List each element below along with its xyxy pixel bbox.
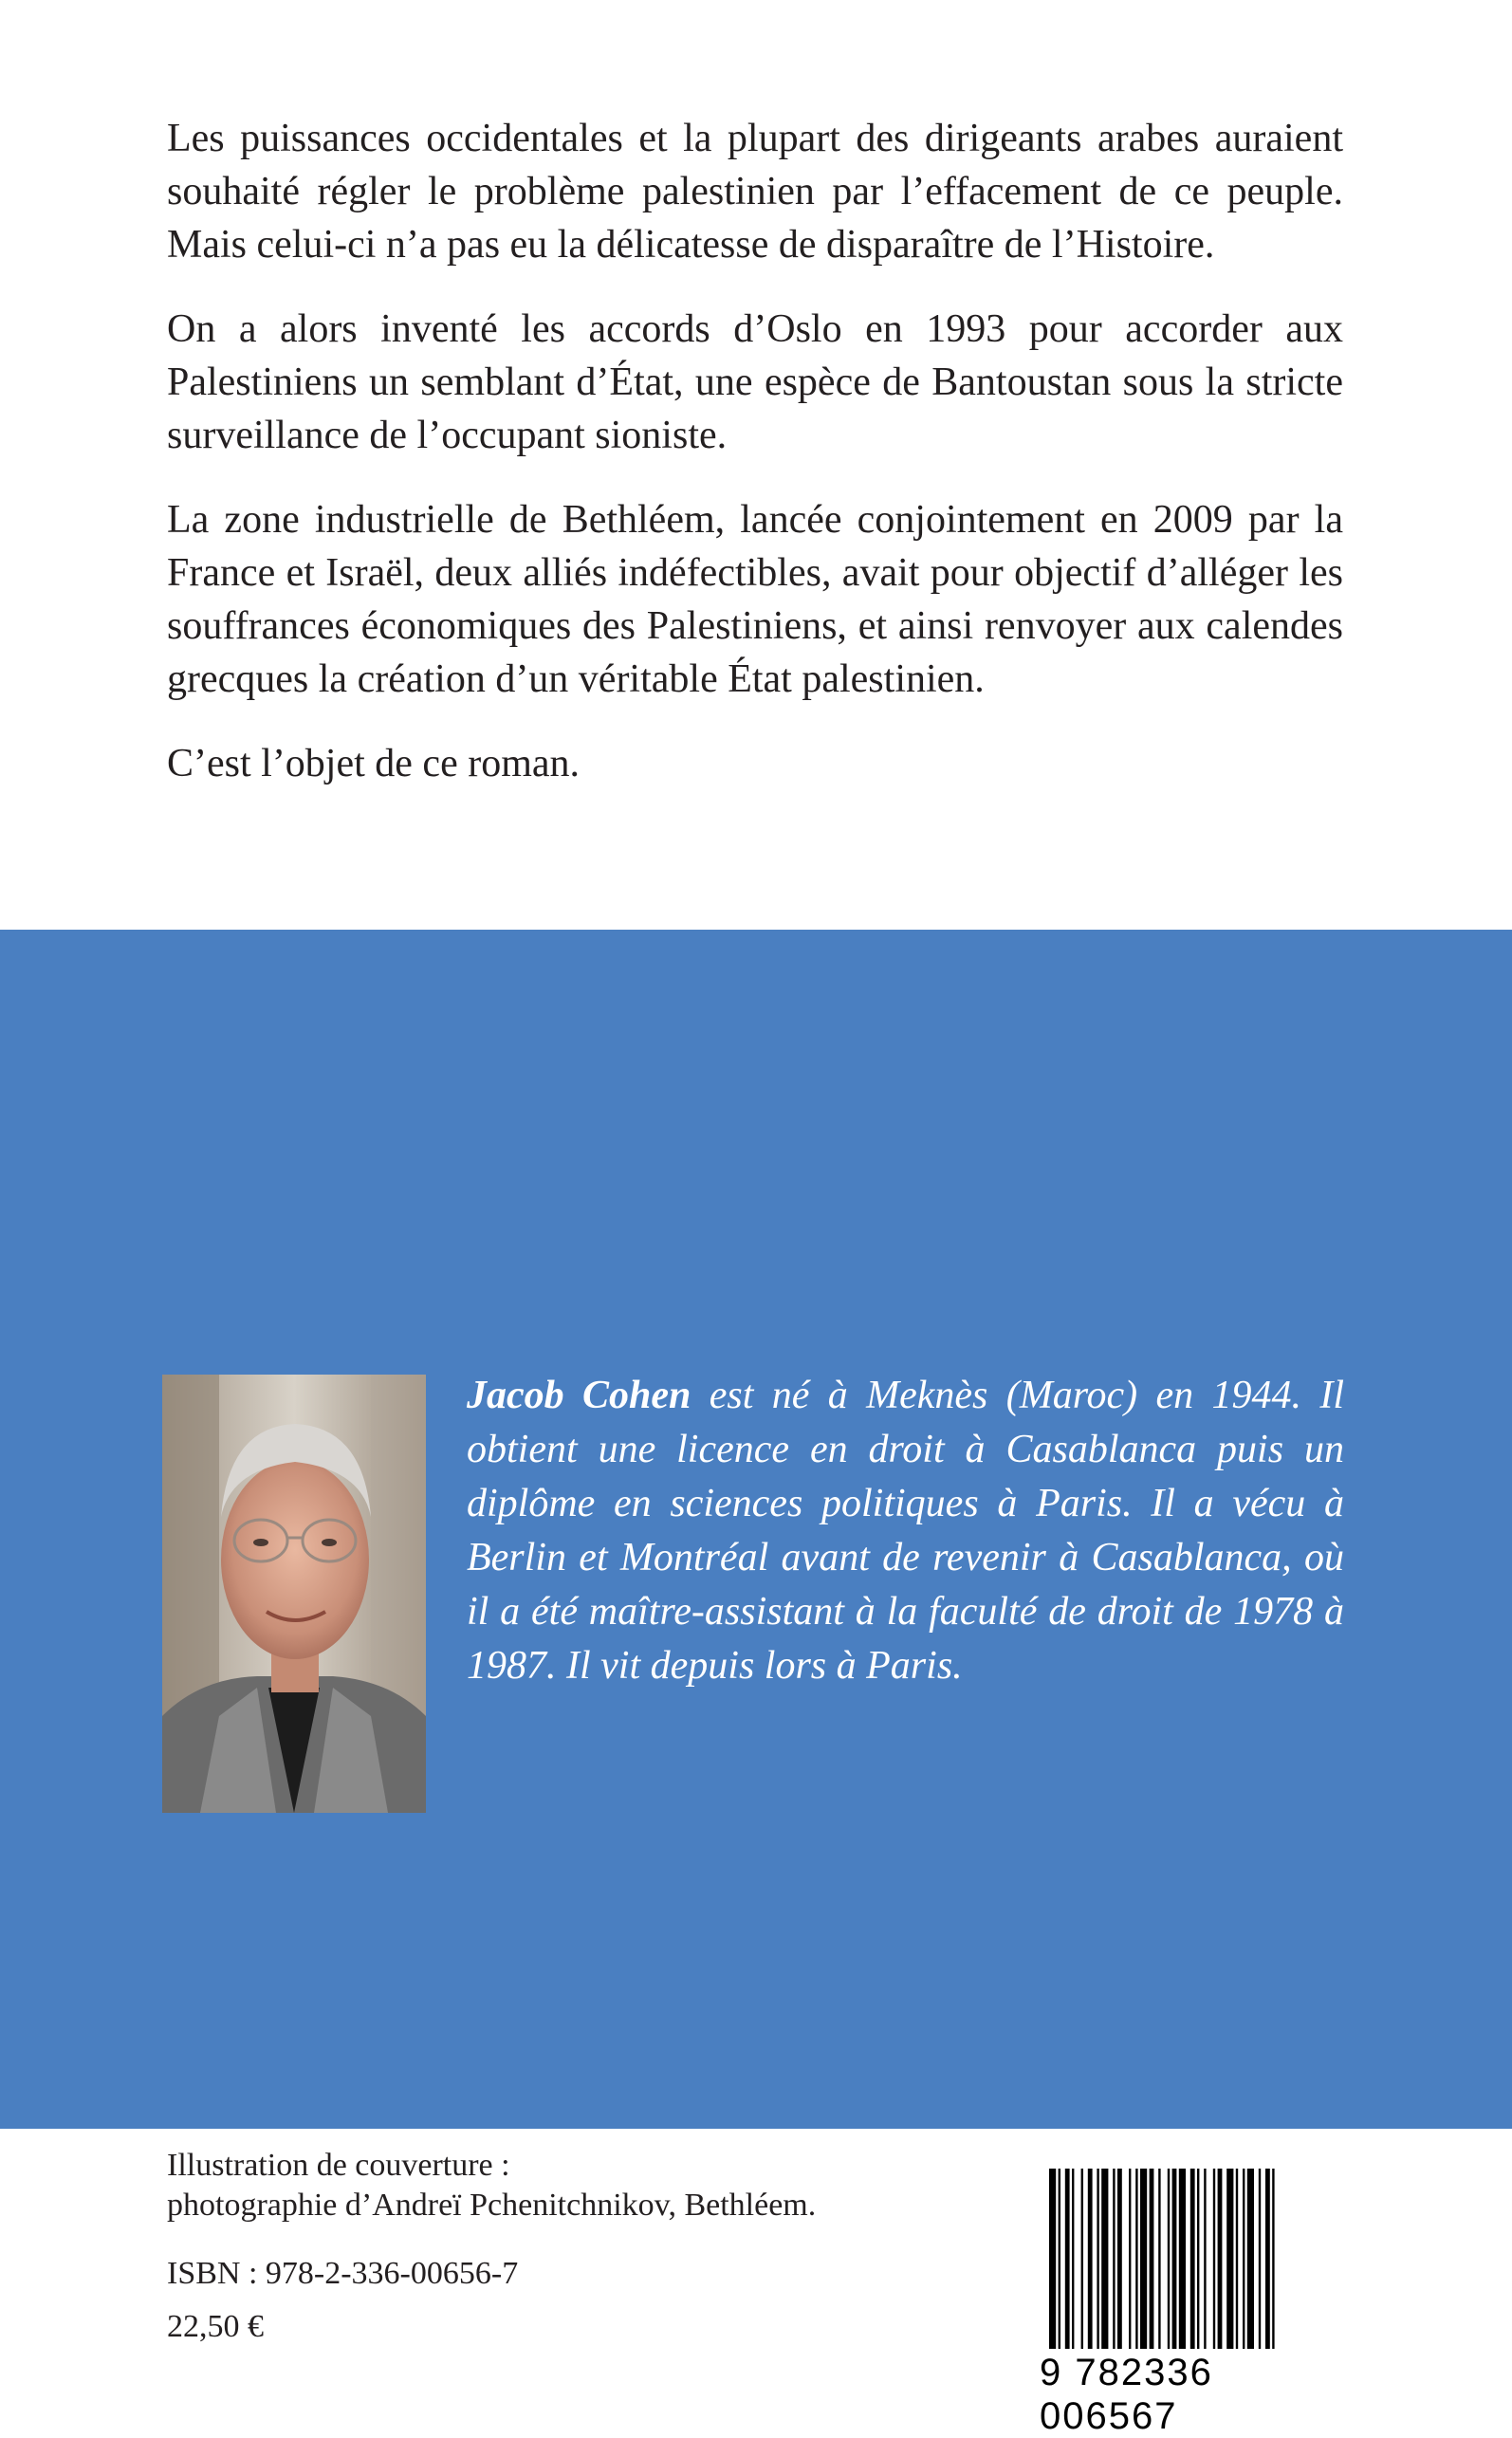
synopsis-paragraph-3: La zone industrielle de Bethléem, lancée conjointement en 2009 par la France et Israël, deux alliés indéfectibles, avait pour objectif d’alléger les souffrances économiques des Palestiniens, et ainsi renvoyer aux calendes grecques la création d’un véritable État palestinien.: [167, 498, 1343, 701]
author-photo-icon: [162, 1375, 426, 1813]
isbn: ISBN : 978-2-336-00656-7: [167, 2256, 519, 2291]
cover-credit-line-2: photographie d’Andreï Pchenitchnikov, Bethléem.: [167, 2188, 817, 2223]
author-portrait: [162, 1375, 426, 1813]
synopsis-paragraph-2: On a alors inventé les accords d’Oslo en 1993 pour accorder aux Palestiniens un semblant d’État, une espèce de Bantoustan sous la stricte surveillance de l’occupant sioniste.: [167, 307, 1343, 457]
barcode-digits: 9 782336 006567: [1040, 2352, 1213, 2437]
price: 22,50 €: [167, 2309, 264, 2344]
barcode-icon: [1045, 2169, 1347, 2349]
synopsis-paragraph-1: Les puissances occidentales et la plupart des dirigeants arabes auraient souhaité régler le problème palestinien par l’effacement de ce peuple. Mais celui-ci n’a pas eu la délicatesse de disparaître de l’Histoire.: [167, 117, 1343, 267]
synopsis-paragraph-4: C’est l’objet de ce roman.: [167, 742, 581, 785]
author-name: Jacob Cohen: [467, 1374, 691, 1417]
author-bio-text: est né à Meknès (Maroc) en 1944. Il obtient une licence en droit à Casablanca puis un diplôme en sciences politiques à Paris. Il a vécu à Berlin et Montréal avant de revenir à Casablanca, où il a été maître-assistant à la faculté de droit de 1978 à 1987. Il vit depuis lors à Paris.: [467, 1374, 1344, 1688]
author-bio: [467, 1369, 1344, 1693]
synopsis: [167, 112, 1343, 822]
cover-credit-line-1: Illustration de couverture :: [167, 2148, 510, 2183]
cover-credit: [167, 2146, 816, 2226]
